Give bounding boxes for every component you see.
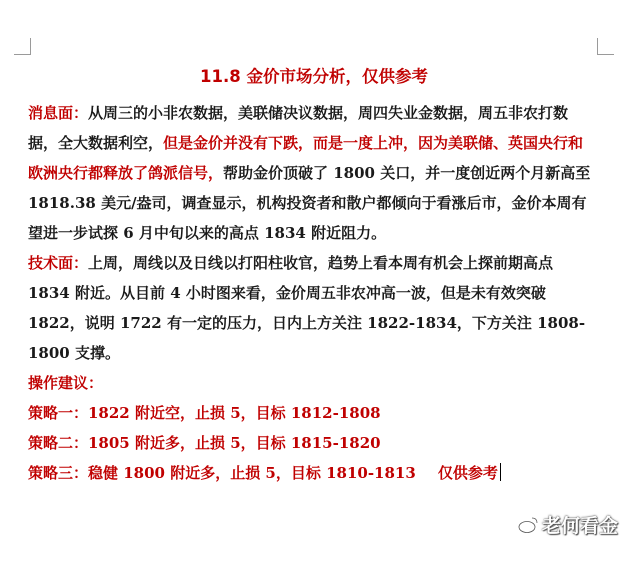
news-highlight: 但是金价并没有下跌，而是一度上冲，因为美联储、英国央行和欧洲央行都释放了鸽派信号， (28, 134, 584, 182)
strategy-3-line (28, 458, 593, 488)
news-label: 消息面： (28, 104, 89, 122)
strategy-3: 策略三：稳健 1800 附近多，止损 5，目标 1810-1813 (28, 464, 416, 482)
document-title: 11.8 金价市场分析，仅供参考 (200, 67, 428, 86)
page-corner-marker-top-left (14, 38, 31, 55)
disclaimer: 仅供参考 (437, 464, 498, 482)
news-text-2: 帮助金价顶破了 1800 关口，并一度创近两个月新高至 1818.38 美元/盎司，调查显示，机构投资者和散户都倾向于看涨后市，金价本周有望进一步试探 6 月中旬以来的高点 1834 附近阻力。 (28, 164, 591, 242)
weibo-like-logo-icon (517, 516, 539, 534)
technical-text: 上周，周线以及日线以打阳柱收官，趋势上看本周有机会上探前期高点 1834 附近。从目前 4 小时图来看，金价周五非农冲高一波，但是未有效突破 1822，说明 1722 有一定的压力，日内上方关注 1822-1834，下方关注 1808-1800 支撑。 (28, 254, 586, 362)
document-body (28, 98, 593, 488)
text-cursor (500, 463, 501, 481)
advice-heading: 操作建议： (28, 374, 104, 392)
strategy-1: 策略一：1822 附近空，止损 5，目标 1812-1808 (28, 404, 381, 422)
technical-paragraph (28, 248, 593, 368)
news-text-1: 从周三的小非农数据，美联储决议数据，周四失业金数据，周五非农打数据，全大数据利空， (28, 104, 569, 152)
news-paragraph (28, 98, 593, 248)
strategy-2: 策略二：1805 附近多，止损 5，目标 1815-1820 (28, 434, 381, 452)
watermark-text: 老何看金 (541, 515, 618, 537)
technical-label: 技术面： (28, 254, 89, 272)
watermark (517, 511, 618, 538)
page-corner-marker-top-right (597, 38, 614, 55)
